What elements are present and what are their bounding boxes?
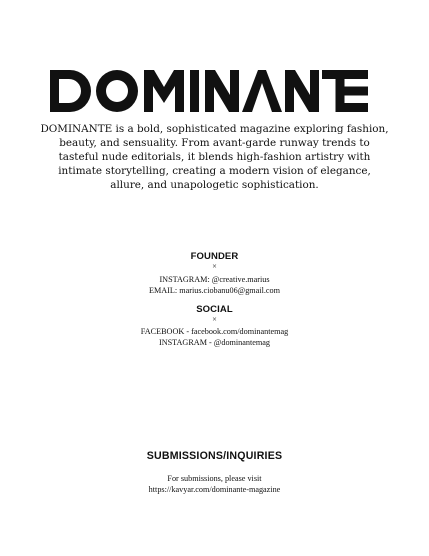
founder-heading: FOUNDER xyxy=(190,251,239,262)
founder-section xyxy=(0,251,429,296)
social-separator: × xyxy=(211,316,218,323)
social-instagram[interactable]: INSTAGRAM - @dominantemag xyxy=(158,338,271,347)
submissions-heading: SUBMISSIONS/INQUIRIES xyxy=(146,450,283,462)
submissions-section xyxy=(0,450,429,495)
social-heading: SOCIAL xyxy=(196,304,233,315)
founder-separator: × xyxy=(211,263,218,270)
social-facebook[interactable]: FACEBOOK - facebook.com/dominantemag xyxy=(140,327,289,336)
social-section xyxy=(0,304,429,348)
founder-instagram[interactable]: INSTAGRAM: @creative.marius xyxy=(159,275,270,284)
founder-email[interactable]: EMAIL: marius.ciobanu06@gmail.com xyxy=(148,286,280,295)
dominante-logo xyxy=(50,70,368,112)
magazine-description: DOMINANTE is a bold, sophisticated magazine exploring fashion, beauty, and sensuality. From avant-garde runway trends to tasteful nude editorials, it blends high-fashion artistry with intimate storytelling, creating a modern vision of elegance, allure, and unapologetic sophistication. xyxy=(40,123,389,192)
submissions-link[interactable]: https://kavyar.com/dominante-magazine xyxy=(148,485,281,494)
submissions-line1: For submissions, please visit xyxy=(167,474,262,483)
